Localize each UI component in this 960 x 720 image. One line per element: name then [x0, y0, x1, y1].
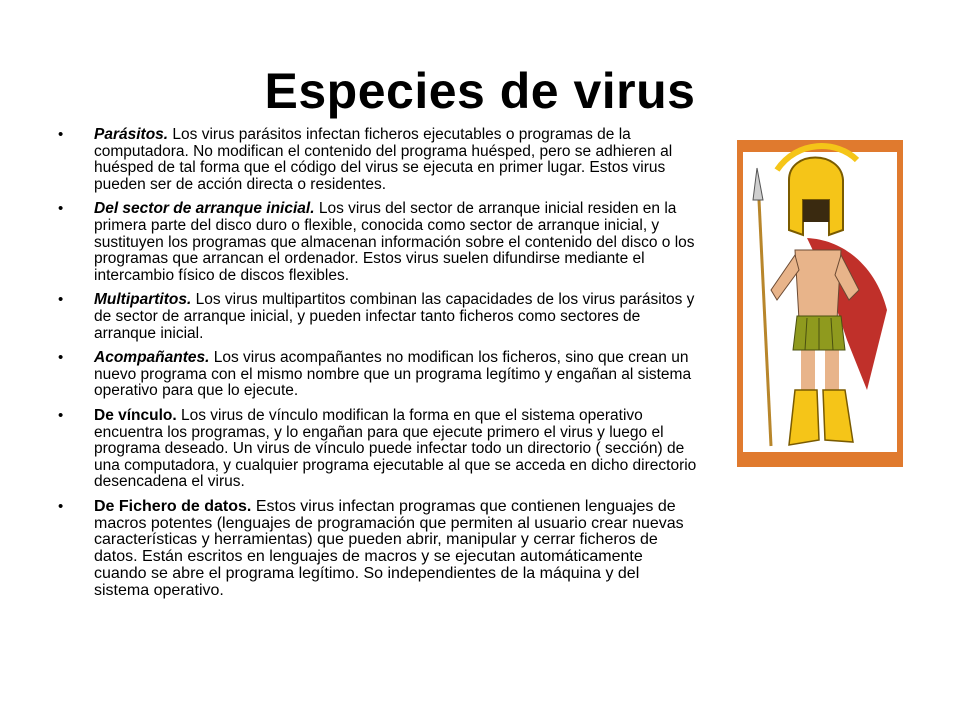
list-item-multipartitos — [58, 292, 698, 342]
bullet: • — [58, 349, 64, 367]
list-item-sector-arranque — [58, 201, 698, 284]
item-lead: Del sector de arranque inicial. — [94, 200, 315, 218]
virus-types-list — [58, 127, 698, 608]
list-item-fichero-datos — [58, 499, 698, 600]
bullet: • — [58, 406, 64, 424]
spartan-warrior-icon — [737, 140, 903, 467]
spartan-warrior-illustration — [737, 140, 903, 467]
list-item-vinculo — [58, 408, 698, 491]
item-text: Los virus del sector de arranque inicial residen en la primera parte del disco duro o flexible, conocida como sector de arranque inicial, y sustituyen los programas que almacenan información sobre el contenido del disco o los programas que arrancan el ordenador. Estos virus suelen difundirse mediante el intercambio físico de discos flexibles. — [94, 200, 695, 284]
bullet: • — [58, 497, 64, 515]
item-lead: Acompañantes. — [94, 349, 210, 367]
item-text: Los virus parásitos infectan ficheros ejecutables o programas de la computadora. No modifican el contenido del programa huésped, pero se adhieren al huésped de tal forma que el código del virus se ejecuta en primer lugar. Estos virus pueden ser de acción directa o residentes. — [94, 126, 673, 193]
slide-title: Especies de virus — [264, 63, 696, 119]
item-lead: De Fichero de datos. — [94, 497, 252, 515]
item-lead: Multipartitos. — [94, 291, 192, 309]
bullet: • — [58, 291, 64, 309]
list-item-parasitos — [58, 127, 698, 193]
bullet: • — [58, 126, 64, 143]
item-lead: Parásitos. — [94, 126, 169, 143]
item-text: Los virus de vínculo modifican la forma en que el sistema operativo encuentra los programas, y lo engañan para que ejecute primero el virus y luego el programa deseado. Un virus de vínculo puede infectar todo un directorio ( sección) de una computadora, y cualquier programa ejecutable al que se acceda en dicho directorio desencadena el virus. — [94, 406, 697, 491]
item-lead: De vínculo. — [94, 406, 177, 424]
item-text: Los virus multipartitos combinan las capacidades de los virus parásitos y de sector de arranque inicial, y pueden infectar tanto ficheros como sectores de arranque inicial. — [94, 291, 695, 342]
bullet: • — [58, 200, 64, 218]
item-text: Los virus acompañantes no modifican los ficheros, sino que crean un nuevo programa con el mismo nombre que un programa legítimo y engañan al sistema operativo para que lo ejecute. — [94, 349, 692, 400]
list-item-acompanantes — [58, 350, 698, 400]
item-text: Estos virus infectan programas que contienen lenguajes de macros potentes (lenguajes de programación que permiten al usuario crear nuevas características y herramientas) que pueden abrir, manipular y cerrar ficheros de datos. Están escritos en lenguajes de macros y se ejecutan automáticamente cuando se abre el programa legítimo. So independientes de la máquina y del sistema operativo. — [94, 497, 684, 599]
